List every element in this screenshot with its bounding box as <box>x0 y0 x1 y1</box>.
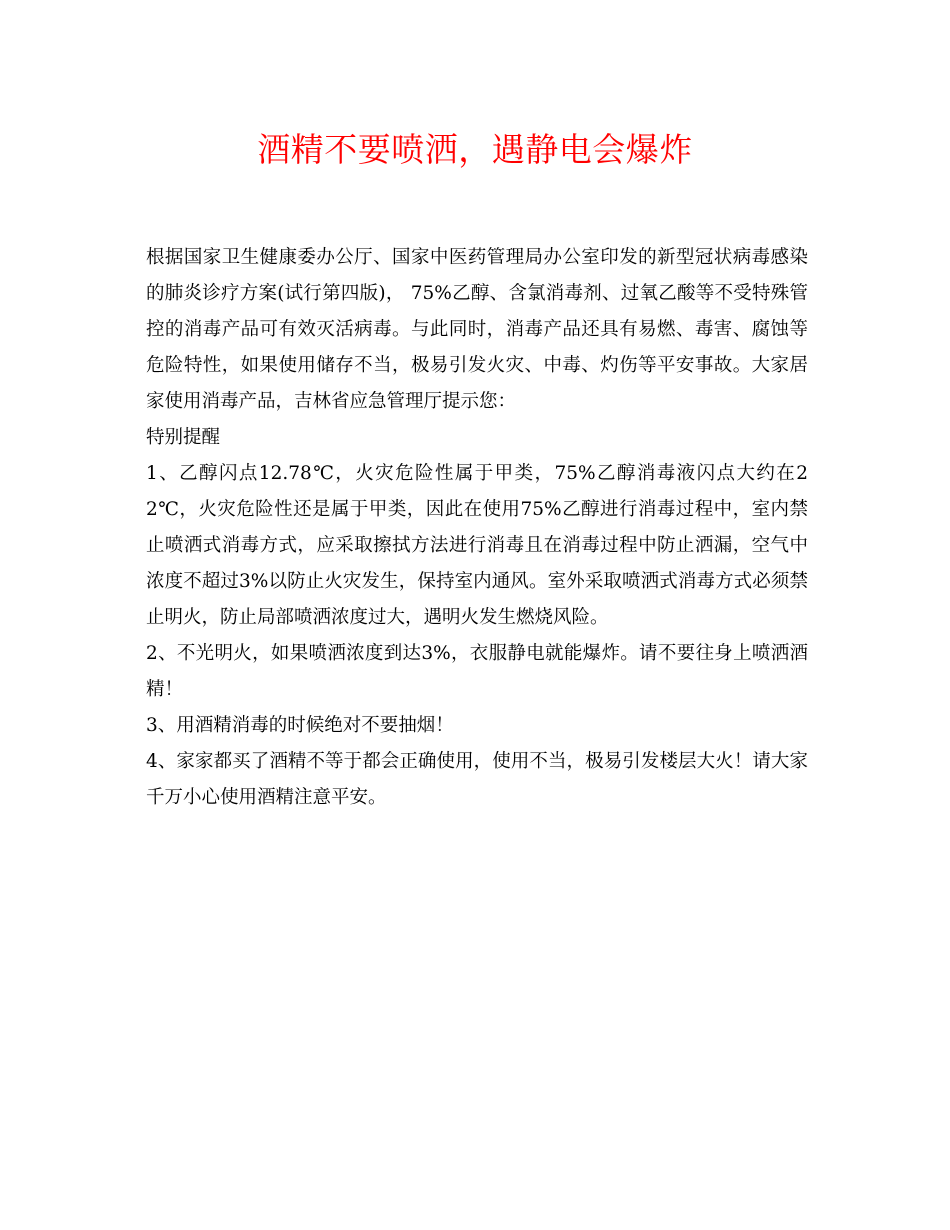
reminder-item-4: 4、家家都买了酒精不等于都会正确使用，使用不当，极易引发楼层大火！请大家千万小心使用酒精注意平安。 <box>146 751 808 808</box>
intro-paragraph: 根据国家卫生健康委办公厅、国家中医药管理局办公室印发的新型冠状病毒感染的肺炎诊疗方案(试行第四版)， 75%乙醇、含氯消毒剂、过氧乙酸等不受特殊管控的消毒产品可有效灭活病毒。与此同时，消毒产品还具有易燃、毒害、腐蚀等危险特性，如果使用储存不当，极易引发火灾、中毒、灼伤等平安事故。大家居家使用消毒产品，吉林省应急管理厅提示您： <box>146 247 808 412</box>
reminder-item-1: 1、乙醇闪点12.78℃，火灾危险性属于甲类，75%乙醇消毒液闪点大约在22℃，火灾危险性还是属于甲类，因此在使用75%乙醇进行消毒过程中，室内禁止喷洒式消毒方式，应采取擦拭方法进行消毒且在消毒过程中防止洒漏，空气中浓度不超过3%以防止火灾发生，保持室内通风。室外采取喷洒式消毒方式必须禁止明火，防止局部喷洒浓度过大，遇明火发生燃烧风险。 <box>146 463 808 628</box>
special-reminder-heading: 特别提醒 <box>146 427 221 448</box>
document-title: 酒精不要喷洒，遇静电会爆炸 <box>257 130 693 169</box>
document-body <box>146 240 808 816</box>
reminder-item-2: 2、不光明火，如果喷洒浓度到达3%，衣服静电就能爆炸。请不要往身上喷洒酒精！ <box>146 643 808 700</box>
reminder-item-3: 3、用酒精消毒的时候绝对不要抽烟！ <box>146 715 454 736</box>
